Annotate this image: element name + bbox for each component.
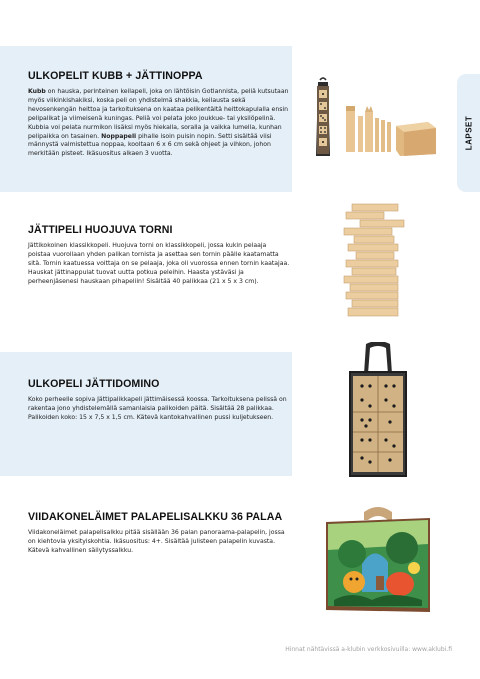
description-text: on hauska, perinteinen keilapeli, joka on lähtöisin Gotlannista, peliä kutsutaan myös viikinkishakiksi, koska peli on yhdistelmä shakkia, keilausta sekä hevosenkengän heittoa ja tarkoituksena on kaataa pelikentältä heittokapulalla ensin pelipalikat ja viimeisenä kuningas. Peliä voi pelata joko joukkue- tai yksilöpelinä. Kubbia voi pelata nurmikon lisäksi myös hiekalla, soralla ja vaikka lumella, kunhan pelipaikka on tasainen. [28, 88, 289, 140]
footer-note: Hinnat nähtävissä a-klubin verkkosivuilla: www.aklubi.fi [285, 646, 452, 653]
description-text: Viidakoneläimet palapelisalkku pitää sisällään 36 palan panoraama-palapelin, jossa on kiehtovia yksityiskohtia. Ikäsuositus: 4+. Sisältää julisteen palapelin kuvasta. Kätevä kahvallinen säilytyssalkku. [28, 529, 285, 554]
description-text: Koko perheelle sopiva Jättipalikkapeli jättimäisessä koossa. Tarkoituksena pelissä on rakentaa jono yhdistelemällä samanlaisia palikoiden päitä. Sisältää 28 palikkaa. Palikoiden koko: 15 x 7,5 x 1,5 cm. Kätevä kantokahvallinen pussi kuljetukseen. [28, 396, 287, 421]
product-description [28, 396, 290, 423]
description-text: pihalle isoin puisin nopin. Setti sisältää viisi männystä valmistettua noppaa, kooltaan 6 x 6 cm sekä ohjeet ja vihkon, johon merkitään pisteet. Ikäsuositus alkaen 3 vuotta. [28, 132, 272, 158]
product-title: JÄTTIPELI HUOJUVA TORNI [28, 224, 173, 236]
product-name-bold: Noppapeli [101, 132, 137, 140]
puzzle-product-image [322, 504, 434, 616]
description-text: Jättikokoinen klassikkopeli. Huojuva torni on klassikkopeli, jossa kukin pelaaja poistaa vuorollaan yhden palikan tornista ja asettaa sen tornin päälle kaatamatta sitä. Tornin kaatuessa voittaja on se pelaaja, joka oli vuorossa ennen tornin kaatajaa. Hauskat jättinappulat tuovat uutta potkua peleihin. Haasta ystäväsi ja perheenjäsenesi hauskaan pihapeliin! Sisältää 40 palikkaa (21 x 5 x 3 cm). [28, 242, 290, 285]
product-puzzle [28, 511, 290, 556]
domino-product-image [344, 342, 412, 480]
product-description [28, 529, 290, 556]
product-description [28, 88, 290, 159]
kubb-product-image [308, 76, 442, 162]
product-tower [28, 224, 290, 287]
product-name-bold: Kubb [28, 88, 46, 95]
product-description [28, 242, 290, 287]
category-tab[interactable] [457, 74, 480, 192]
category-tab-label: LAPSET [464, 115, 473, 151]
product-title: ULKOPELIT KUBB + JÄTTINOPPA [28, 70, 203, 82]
tower-product-image [340, 200, 410, 320]
product-title: ULKOPELI JÄTTIDOMINO [28, 378, 160, 390]
product-kubb [28, 70, 290, 159]
product-domino [28, 378, 290, 423]
product-title: VIIDAKONELÄIMET PALAPELISALKKU 36 PALAA [28, 511, 283, 523]
